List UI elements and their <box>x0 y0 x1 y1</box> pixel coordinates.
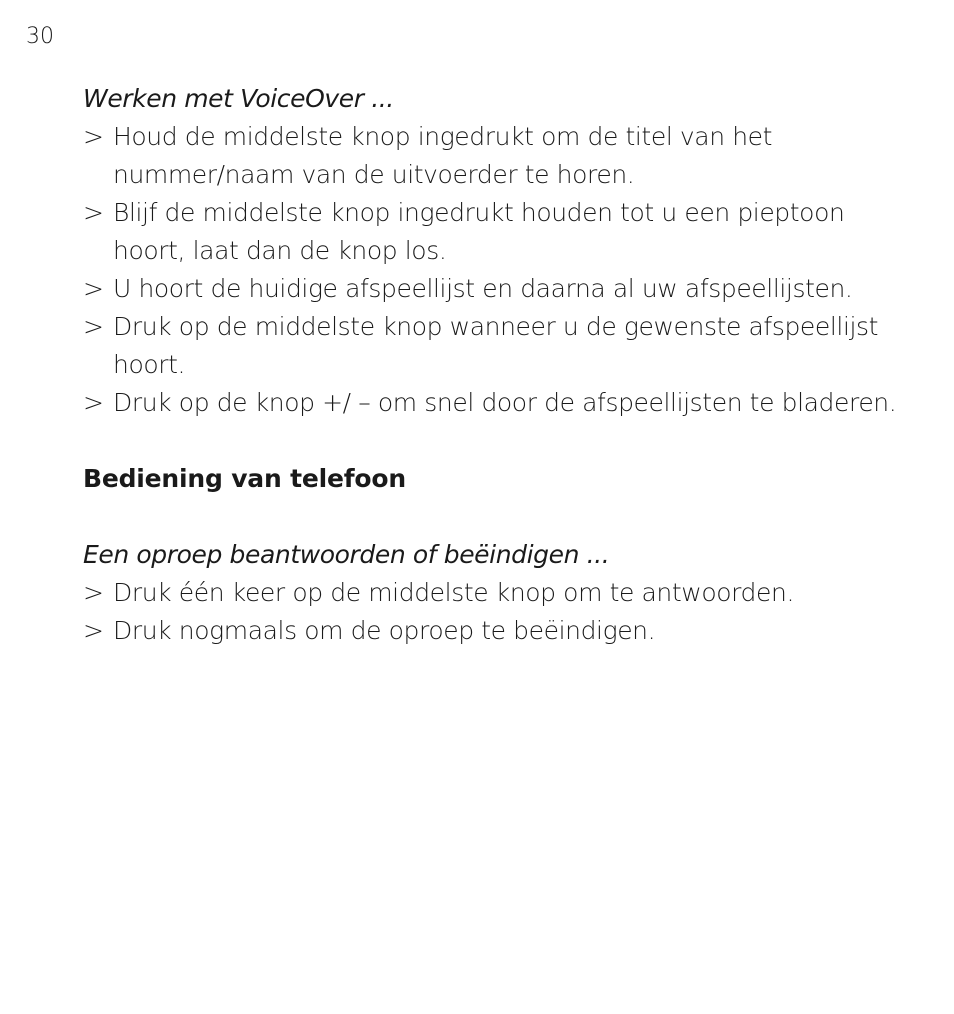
list-item-text: Blijf de middelste knop ingedrukt houden tot u een pieptoon hoort, laat dan de knop los. <box>113 198 845 265</box>
list-item <box>83 118 923 194</box>
list-item-text: U hoort de huidige afspeellijst en daarna al uw afspeellijsten. <box>113 274 853 303</box>
list-item <box>83 574 923 612</box>
list-marker: > <box>83 274 104 303</box>
list-marker: > <box>83 198 104 227</box>
list-item <box>83 308 923 384</box>
list-item <box>83 612 923 650</box>
list-item-text: Druk nogmaals om de oproep te beëindigen. <box>113 616 656 645</box>
document-body <box>83 80 923 650</box>
list-marker: > <box>83 312 104 341</box>
list-item-text: Druk één keer op de middelste knop om te antwoorden. <box>113 578 794 607</box>
section-title: Bediening van telefoon <box>83 464 406 493</box>
call-subheading: Een oproep beantwoorden of beëindigen ... <box>83 540 610 569</box>
list-item <box>83 384 923 422</box>
voiceover-subheading: Werken met VoiceOver ... <box>83 84 394 113</box>
list-marker: > <box>83 388 104 417</box>
voiceover-steps-list <box>83 118 923 422</box>
list-item <box>83 194 923 270</box>
call-steps-list <box>83 574 923 650</box>
list-item-text: Druk op de middelste knop wanneer u de gewenste afspeellijst hoort. <box>113 312 879 379</box>
page-number: 30 <box>26 24 54 49</box>
list-marker: > <box>83 122 104 151</box>
list-item-text: Druk op de knop +/ – om snel door de afspeellijsten te bladeren. <box>113 388 897 417</box>
list-item-text: Houd de middelste knop ingedrukt om de titel van het nummer/naam van de uitvoerder te horen. <box>113 122 773 189</box>
list-marker: > <box>83 578 104 607</box>
list-item <box>83 270 923 308</box>
list-marker: > <box>83 616 104 645</box>
